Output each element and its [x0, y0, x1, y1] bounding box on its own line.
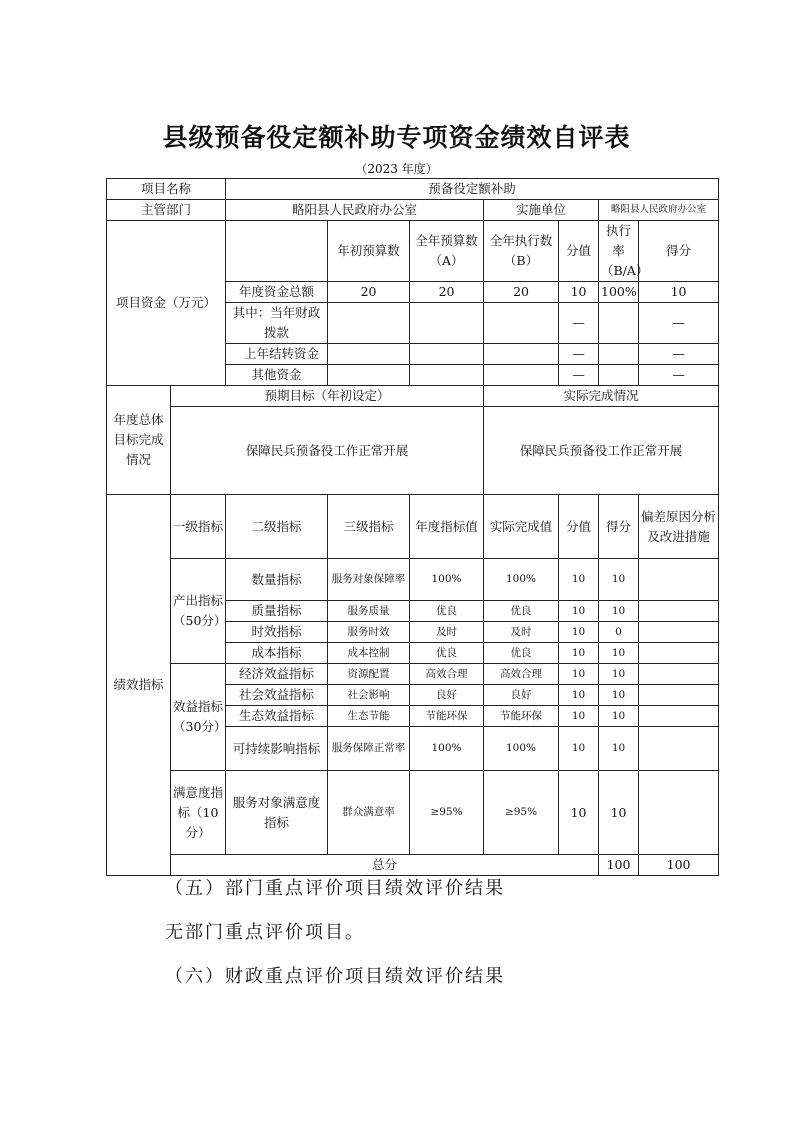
- impl-label: 实施单位: [484, 200, 599, 221]
- perf-actual: 优良: [484, 643, 559, 664]
- funds-row-budget: [410, 303, 484, 344]
- perf-reason: [639, 771, 719, 855]
- perf-l2: 经济效益指标: [226, 664, 328, 685]
- perf-score: 10: [559, 771, 599, 855]
- perf-target: 优良: [410, 601, 484, 622]
- funds-row-name: 上年结转资金: [226, 344, 328, 365]
- perf-target: 优良: [410, 643, 484, 664]
- funds-row-got: 10: [639, 282, 719, 303]
- goals-header-row: [107, 386, 719, 407]
- funds-row-name: 年度资金总额: [226, 282, 328, 303]
- funds-row-budget: [410, 344, 484, 365]
- funds-header-blank: [226, 221, 328, 282]
- dept-row: [107, 200, 719, 221]
- project-name-label: 项目名称: [107, 179, 226, 200]
- perf-target: 及时: [410, 622, 484, 643]
- funds-row-score: 10: [559, 282, 599, 303]
- perf-reason: [639, 664, 719, 685]
- funds-row-score: —: [559, 344, 599, 365]
- funds-header-budget: 全年预算数（A）: [410, 221, 484, 282]
- perf-reason: [639, 601, 719, 622]
- perf-l3: 社会影响: [328, 685, 410, 706]
- funds-row-initial: [328, 344, 410, 365]
- section-five-body: 无部门重点评价项目。: [165, 922, 365, 943]
- impl-value: 略阳县人民政府办公室: [599, 200, 719, 221]
- goals-label: 年度总体目标完成情况: [107, 386, 171, 495]
- perf-group-label: 效益指标（30分）: [171, 664, 226, 771]
- perf-score: 10: [559, 643, 599, 664]
- section-five-heading: （五）部门重点评价项目绩效评价结果: [165, 878, 505, 899]
- funds-row-exec: 20: [484, 282, 559, 303]
- perf-header-row: [107, 495, 719, 559]
- perf-got: 10: [599, 664, 639, 685]
- perf-header-got: 得分: [599, 495, 639, 559]
- perf-score: 10: [559, 622, 599, 643]
- perf-header-reason: 偏差原因分析及改进措施: [639, 495, 719, 559]
- funds-row-initial: 20: [328, 282, 410, 303]
- year-label: （2023 年度）: [355, 162, 438, 176]
- funds-header-score: 分值: [559, 221, 599, 282]
- funds-row-initial: [328, 303, 410, 344]
- perf-l3: 服务时效: [328, 622, 410, 643]
- goals-expected: 保障民兵预备役工作正常开展: [171, 407, 484, 495]
- perf-l3: 服务质量: [328, 601, 410, 622]
- perf-reason: [639, 643, 719, 664]
- goals-content-row: [107, 407, 719, 495]
- perf-score: 10: [559, 727, 599, 771]
- perf-l2: 服务对象满意度指标: [226, 771, 328, 855]
- perf-actual: 节能环保: [484, 706, 559, 727]
- perf-target: 高效合理: [410, 664, 484, 685]
- perf-score: 10: [559, 664, 599, 685]
- funds-row-rate: 100%: [599, 282, 639, 303]
- funds-row-got: —: [639, 344, 719, 365]
- total-got: 100: [639, 855, 719, 876]
- funds-header-got: 得分: [639, 221, 719, 282]
- perf-l2: 成本指标: [226, 643, 328, 664]
- document-title: 县级预备役定额补助专项资金绩效自评表: [162, 123, 631, 152]
- funds-row-rate: [599, 303, 639, 344]
- perf-target: 100%: [410, 559, 484, 601]
- perf-l3: 服务保障正常率: [328, 727, 410, 771]
- perf-header-l1: 一级指标: [171, 495, 226, 559]
- perf-got: 10: [599, 559, 639, 601]
- perf-got: 10: [599, 643, 639, 664]
- perf-target: 100%: [410, 727, 484, 771]
- perf-score: 10: [559, 559, 599, 601]
- perf-header-actual: 实际完成值: [484, 495, 559, 559]
- perf-reason: [639, 559, 719, 601]
- perf-header-l2: 二级指标: [226, 495, 328, 559]
- perf-target: 节能环保: [410, 706, 484, 727]
- perf-row: [107, 771, 719, 855]
- total-row: [107, 855, 719, 876]
- funds-row-rate: [599, 344, 639, 365]
- project-name-row: [107, 179, 719, 200]
- funds-row-initial: [328, 365, 410, 386]
- funds-row-exec: [484, 344, 559, 365]
- perf-target: ≥95%: [410, 771, 484, 855]
- perf-l3: 服务对象保障率: [328, 559, 410, 601]
- perf-header-l3: 三级指标: [328, 495, 410, 559]
- dept-label: 主管部门: [107, 200, 226, 221]
- section-six-heading: （六）财政重点评价项目绩效评价结果: [165, 966, 505, 987]
- perf-row: [107, 664, 719, 685]
- perf-reason: [639, 727, 719, 771]
- perf-actual: ≥95%: [484, 771, 559, 855]
- perf-got: 0: [599, 622, 639, 643]
- perf-actual: 100%: [484, 559, 559, 601]
- performance-table: [106, 178, 719, 876]
- perf-l2: 可持续影响指标: [226, 727, 328, 771]
- total-label: 总分: [171, 855, 599, 876]
- perf-got: 10: [599, 727, 639, 771]
- perf-target: 良好: [410, 685, 484, 706]
- perf-l3: 资源配置: [328, 664, 410, 685]
- perf-header-score: 分值: [559, 495, 599, 559]
- funds-row-budget: [410, 365, 484, 386]
- perf-score: 10: [559, 706, 599, 727]
- perf-header-target: 年度指标值: [410, 495, 484, 559]
- funds-header-row: [107, 221, 719, 282]
- goals-actual-label: 实际完成情况: [484, 386, 719, 407]
- perf-l2: 生态效益指标: [226, 706, 328, 727]
- perf-actual: 高效合理: [484, 664, 559, 685]
- goals-actual: 保障民兵预备役工作正常开展: [484, 407, 719, 495]
- project-name-value: 预备役定额补助: [226, 179, 719, 200]
- funds-label: 项目资金（万元）: [107, 221, 226, 386]
- funds-header-rate: 执行率（B/A）: [599, 221, 639, 282]
- perf-actual: 良好: [484, 685, 559, 706]
- perf-reason: [639, 685, 719, 706]
- perf-reason: [639, 706, 719, 727]
- perf-l2: 社会效益指标: [226, 685, 328, 706]
- perf-l3: 生态节能: [328, 706, 410, 727]
- perf-score: 10: [559, 601, 599, 622]
- perf-l2: 质量指标: [226, 601, 328, 622]
- perf-l2: 时效指标: [226, 622, 328, 643]
- funds-row-budget: 20: [410, 282, 484, 303]
- perf-reason: [639, 622, 719, 643]
- perf-got: 10: [599, 601, 639, 622]
- perf-l3: 成本控制: [328, 643, 410, 664]
- perf-got: 10: [599, 771, 639, 855]
- perf-l2: 数量指标: [226, 559, 328, 601]
- goals-expected-label: 预期目标（年初设定）: [171, 386, 484, 407]
- funds-row-got: —: [639, 303, 719, 344]
- funds-row-exec: [484, 365, 559, 386]
- funds-header-exec: 全年执行数（B）: [484, 221, 559, 282]
- perf-actual: 及时: [484, 622, 559, 643]
- perf-actual: 100%: [484, 727, 559, 771]
- dept-value: 略阳县人民政府办公室: [226, 200, 484, 221]
- funds-header-initial: 年初预算数: [328, 221, 410, 282]
- perf-got: 10: [599, 706, 639, 727]
- funds-row-score: —: [559, 303, 599, 344]
- funds-row-exec: [484, 303, 559, 344]
- perf-group-label: 满意度指标（10分）: [171, 771, 226, 855]
- funds-row-name: 其中：当年财政拨款: [226, 303, 328, 344]
- total-score: 100: [599, 855, 639, 876]
- funds-row-got: —: [639, 365, 719, 386]
- perf-got: 10: [599, 685, 639, 706]
- perf-score: 10: [559, 685, 599, 706]
- perf-row: [107, 559, 719, 601]
- perf-group-label: 产出指标（50分）: [171, 559, 226, 664]
- funds-row-name: 其他资金: [226, 365, 328, 386]
- perf-label: 绩效指标: [107, 495, 171, 876]
- funds-row-rate: [599, 365, 639, 386]
- perf-l3: 群众满意率: [328, 771, 410, 855]
- perf-actual: 优良: [484, 601, 559, 622]
- funds-row-score: —: [559, 365, 599, 386]
